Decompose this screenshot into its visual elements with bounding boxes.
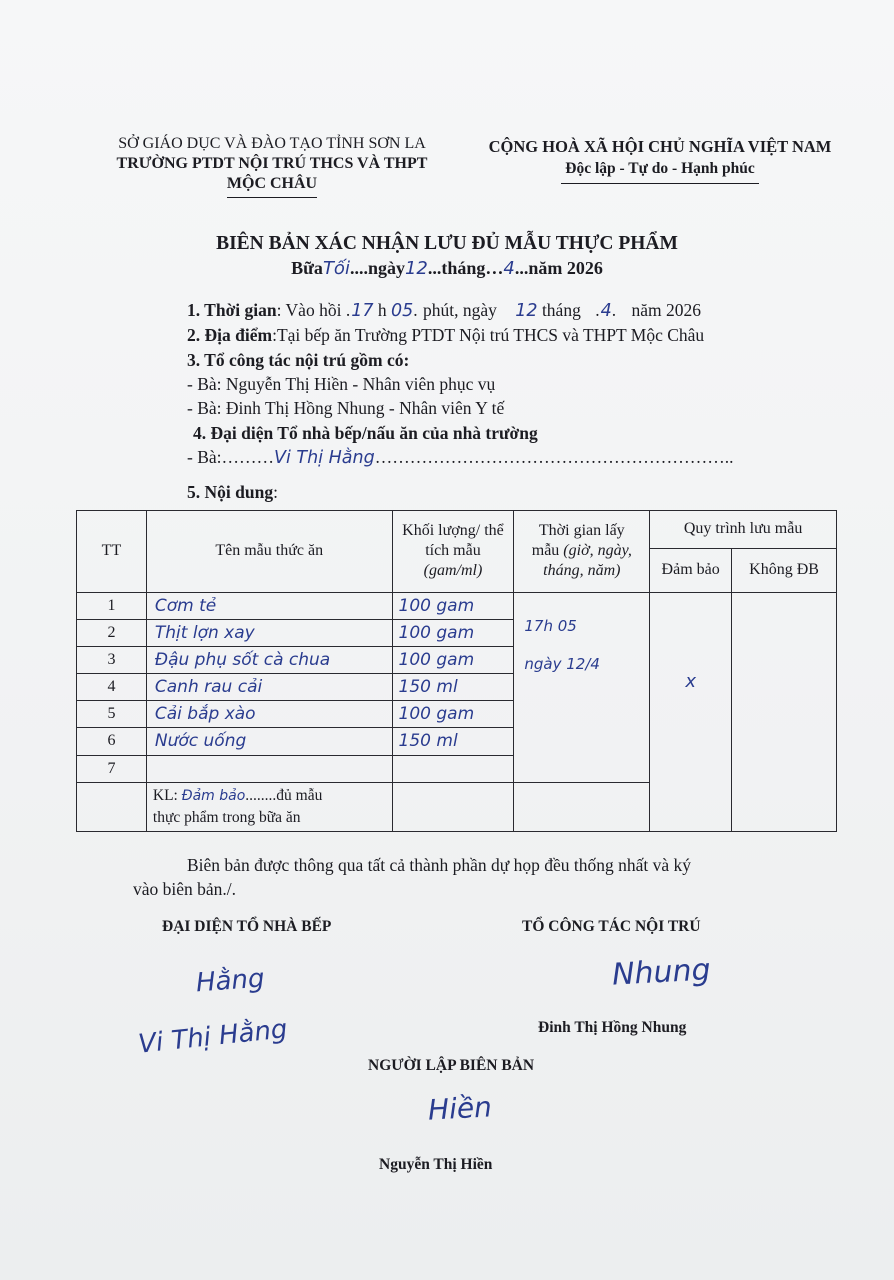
boarding-team-title: TỔ CÔNG TÁC NỘI TRÚ (522, 918, 701, 935)
month-value: 4 (503, 258, 515, 279)
col-header-time-2b: (giờ, ngày, (563, 542, 632, 560)
row-quantity: 100 gam (392, 592, 514, 619)
section-4-rep: - Bà:………Vi Thị Hằng…………………………………………………….. (187, 447, 734, 468)
section-3-label: 3. Tổ công tác nội trú gồm có: (187, 350, 410, 370)
row-quantity (392, 755, 514, 782)
col-header-ok: Đảm bảo (650, 548, 732, 592)
row-food-name (146, 755, 392, 782)
section-1-minute: 05 (390, 301, 414, 321)
section-1-month: 4 (600, 301, 612, 321)
col-header-not-ok: Không ĐB (732, 548, 837, 592)
meal-label: Bữa (291, 258, 323, 278)
section-5 (187, 482, 278, 503)
day-label: ngày (367, 258, 405, 278)
conclusion-tt-cell (77, 782, 147, 831)
conclusion-cell (146, 782, 392, 831)
header-left (72, 134, 472, 198)
row-tt: 5 (77, 701, 147, 728)
section-1-hour: 17 (351, 301, 374, 321)
ok-mark: x (685, 671, 696, 693)
section-2 (187, 325, 704, 346)
row-food-name: Thịt lợn xay (146, 619, 392, 646)
recorder-signature: Hiền (427, 1090, 493, 1127)
kitchen-signature-1: Hằng (195, 963, 266, 999)
row-food-name: Cải bắp xào (146, 701, 392, 728)
not-ok-cell (732, 592, 837, 831)
row-food-name: Cơm tẻ (146, 592, 392, 619)
section-1-text-b: h (377, 300, 387, 320)
row-food-name: Nước uống (146, 728, 392, 755)
kitchen-signature-2: Vi Thị Hằng (136, 1014, 289, 1060)
row-quantity: 100 gam (392, 701, 514, 728)
col-header-weight (392, 511, 514, 593)
col-header-weight-1: Khối lượng/ thể (402, 522, 504, 540)
row-quantity: 150 ml (392, 728, 514, 755)
kitchen-rep-title: ĐẠI DIỆN TỔ NHÀ BẾP (162, 918, 332, 935)
col-header-name: Tên mẫu thức ăn (146, 511, 392, 593)
row-quantity: 150 ml (392, 674, 514, 701)
section-1-text-e: năm 2026 (631, 300, 701, 320)
closing-line-1: Biên bản được thông qua tất cả thành phần dự họp đều thống nhất và ký (187, 855, 692, 875)
conclusion-line2: thực phẩm trong bữa ăn (152, 808, 301, 826)
col-header-weight-2: tích mẫu (425, 542, 481, 560)
row-quantity: 100 gam (392, 619, 514, 646)
section-1-day: 12 (515, 301, 538, 321)
section-1-text-a: : Vào hồi (276, 300, 342, 320)
sample-time-cell (514, 592, 650, 782)
sample-time-line1: 17h 05 (524, 616, 577, 635)
recorder-name: Nguyễn Thị Hiền (379, 1156, 493, 1173)
row-quantity: 100 gam (392, 646, 514, 673)
section-5-label: 5. Nội dung (187, 482, 274, 502)
meal-line: BữaTối....ngày12...tháng…4...năm 2026 (291, 258, 603, 279)
boarding-name: Đinh Thị Hồng Nhung (538, 1019, 687, 1036)
section-1: 1. Thời gian: Vào hồi .17 h 05. phút, ngày 12 tháng .4. năm 2026 (187, 300, 701, 321)
section-2-text: :Tại bếp ăn Trường PTDT Nội trú THCS và THPT Mộc Châu (272, 325, 705, 345)
row-tt: 2 (77, 619, 147, 646)
section-1-text-c: phút, ngày (423, 300, 497, 320)
section-2-label: 2. Địa điểm (187, 325, 273, 345)
conclusion-value: Đảm bảo (181, 787, 246, 804)
header-school-line1: TRƯỜNG PTDT NỘI TRÚ THCS VÀ THPT (116, 155, 428, 172)
row-tt: 3 (77, 646, 147, 673)
section-3-member-2: - Bà: Đinh Thị Hồng Nhung - Nhân viên Y tế (187, 398, 505, 418)
table-row (77, 592, 837, 619)
ok-mark-cell (650, 592, 732, 831)
section-4-name: Vi Thị Hằng (274, 448, 375, 468)
row-tt: 7 (77, 755, 147, 782)
col-header-tt: TT (77, 511, 147, 593)
row-tt: 1 (77, 592, 147, 619)
section-5-colon: : (273, 482, 278, 502)
col-header-time (514, 511, 650, 593)
header-motto: Độc lập - Tự do - Hạnh phúc (561, 158, 758, 184)
row-tt: 4 (77, 674, 147, 701)
col-header-process: Quy trình lưu mẫu (650, 511, 837, 549)
section-3-member-1: - Bà: Nguyễn Thị Hiền - Nhân viên phục vụ (187, 374, 496, 394)
section-1-label: 1. Thời gian (187, 300, 277, 320)
sample-table (76, 510, 837, 832)
col-header-weight-3: (gam/ml) (423, 562, 483, 580)
month-label: tháng (441, 258, 486, 278)
section-4-prefix: - Bà: (187, 447, 222, 467)
conclusion-suffix: ........đủ mẫu (245, 786, 323, 804)
conclusion-time-cell (514, 782, 650, 831)
row-food-name: Đậu phụ sốt cà chua (146, 646, 392, 673)
conclusion-prefix: KL: (152, 786, 178, 804)
document-title: BIÊN BẢN XÁC NHẬN LƯU ĐỦ MẪU THỰC PHẨM (216, 233, 678, 254)
recorder-title: NGƯỜI LẬP BIÊN BẢN (368, 1057, 535, 1074)
row-tt: 6 (77, 728, 147, 755)
closing-line-2: vào biên bản./. (133, 879, 237, 899)
row-food-name: Canh rau cải (146, 674, 392, 701)
conclusion-qty-cell (392, 782, 514, 831)
header-school-line2: MỘC CHÂU (227, 174, 317, 198)
sample-time-line2: ngày 12/4 (524, 654, 600, 673)
year-label: năm 2026 (528, 258, 603, 278)
section-4-label: 4. Đại diện Tổ nhà bếp/nấu ăn của nhà trường (193, 423, 538, 443)
col-header-time-1: Thời gian lấy (538, 522, 625, 540)
col-header-time-3: tháng, năm) (543, 562, 621, 580)
meal-value: Tối (322, 258, 350, 279)
col-header-time-2: mẫu (531, 542, 560, 560)
header-nation: CỘNG HOÀ XÃ HỘI CHỦ NGHĨA VIỆT NAM (488, 137, 832, 156)
header-right (460, 136, 860, 184)
boarding-signature: Nhung (611, 952, 712, 993)
section-1-text-d: tháng (541, 300, 581, 320)
day-value: 12 (404, 258, 428, 279)
header-dept: SỞ GIÁO DỤC VÀ ĐÀO TẠO TỈNH SƠN LA (118, 135, 426, 152)
